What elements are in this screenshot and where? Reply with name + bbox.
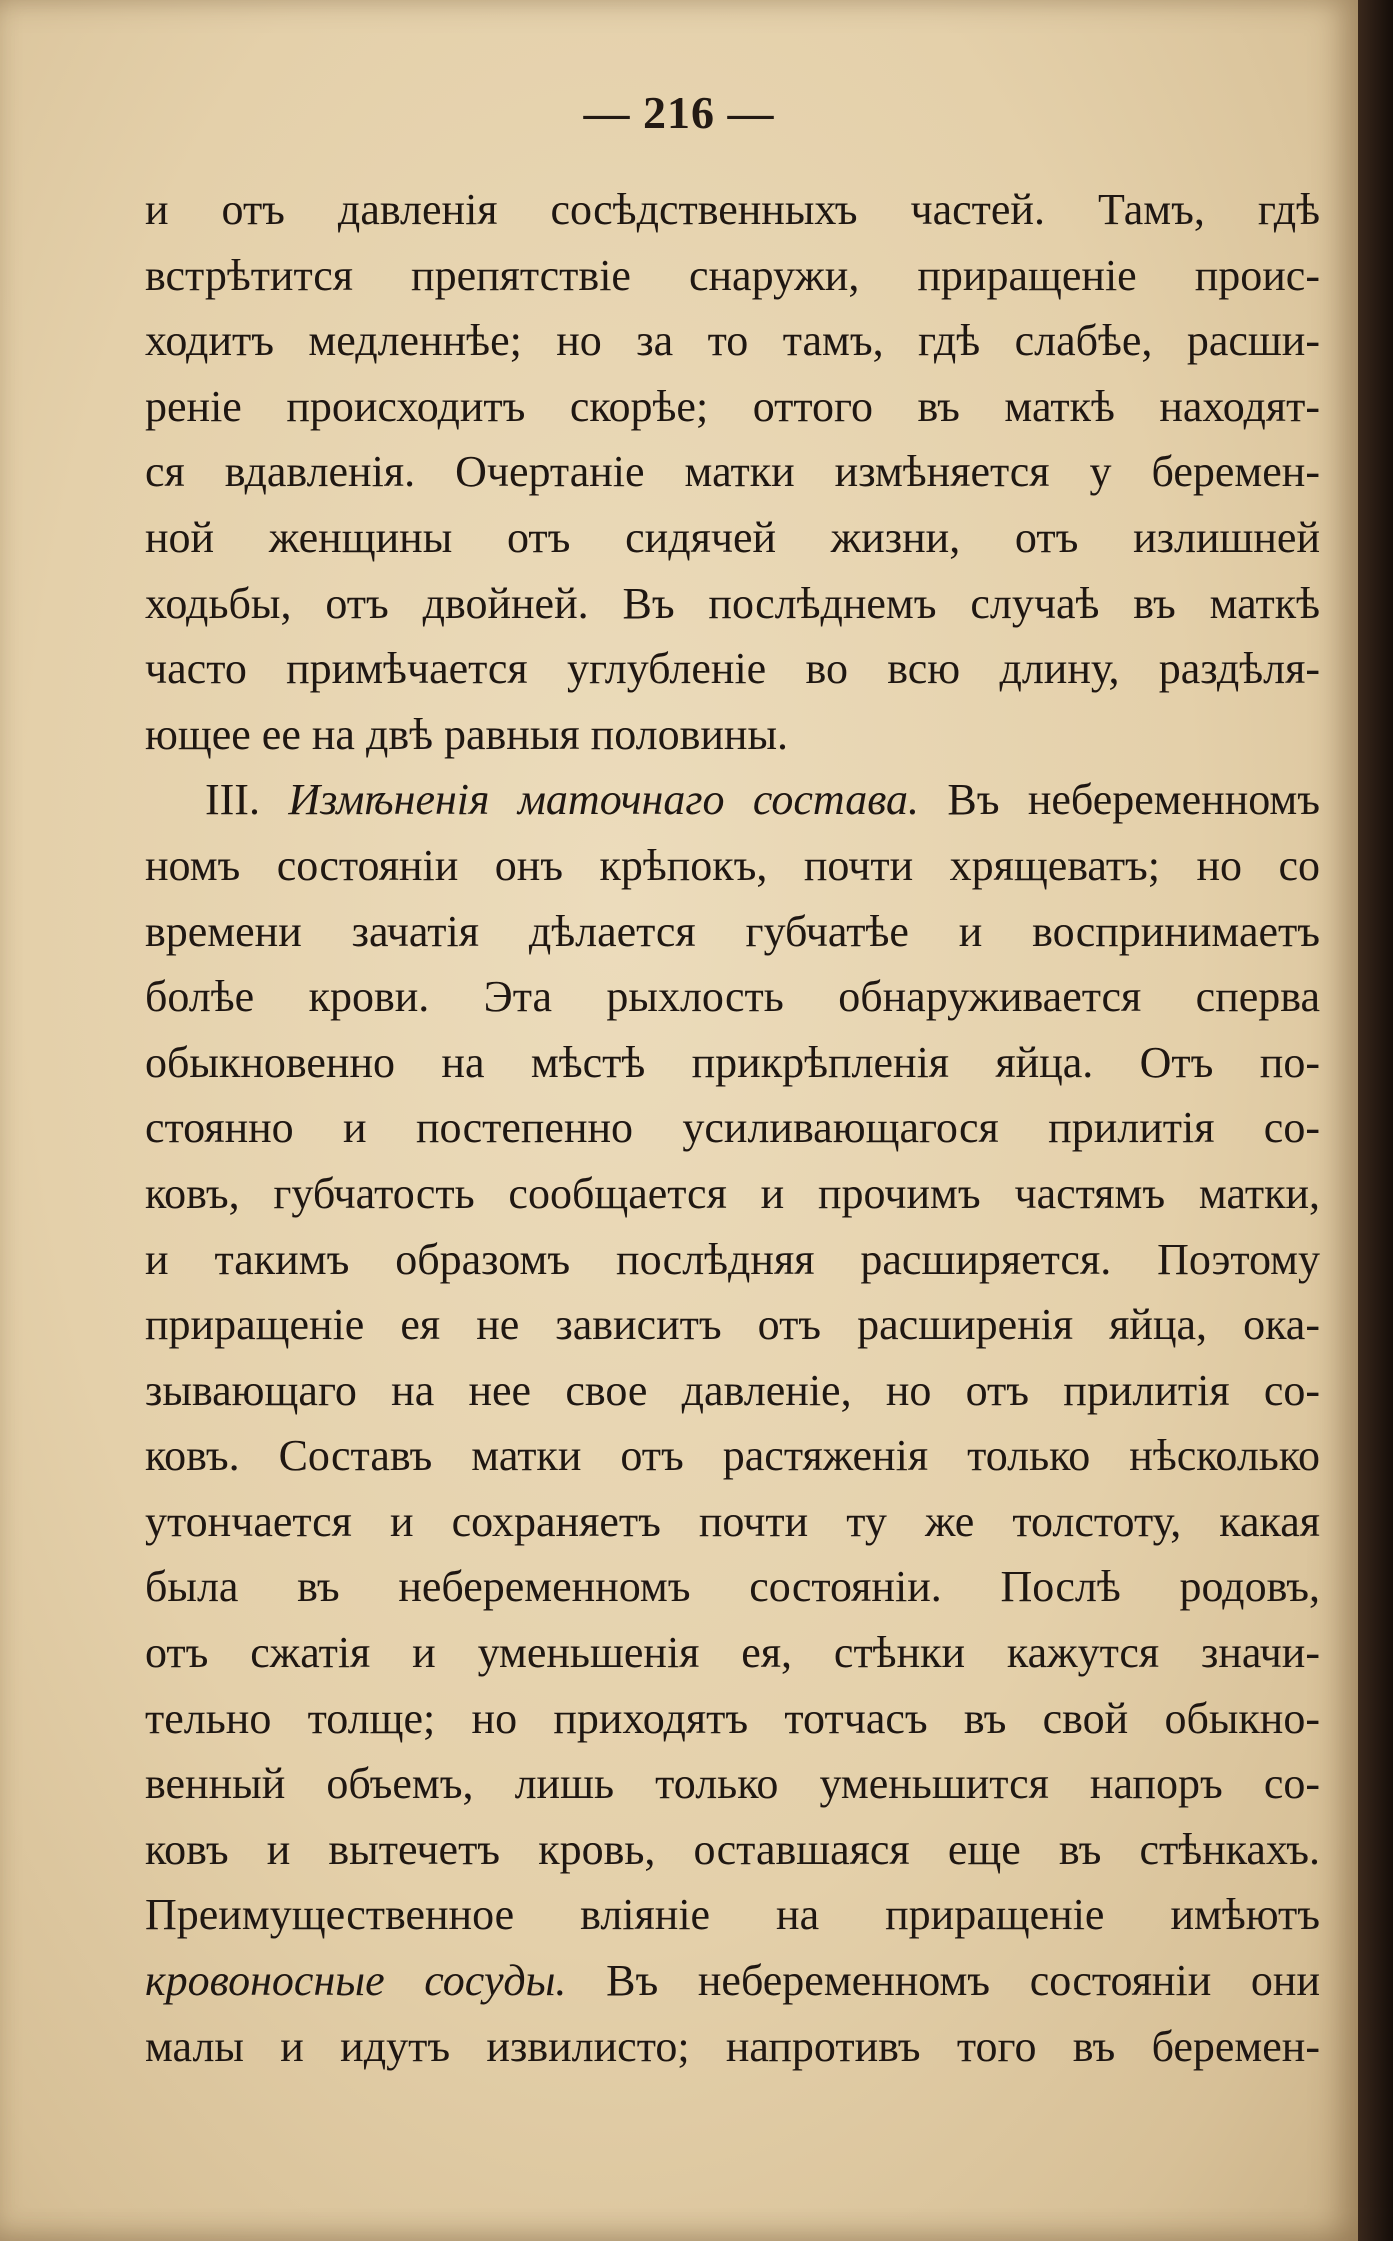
text-line: утончается и сохраняетъ почти ту же толстоту, какая — [145, 1496, 1320, 1546]
text-line: ковъ. Составъ матки отъ растяженія только нѣсколько — [145, 1431, 1320, 1481]
text-line: часто примѣчается углубленіе во всю длину, раздѣля- — [145, 644, 1320, 694]
text-line: тельно толще; но приходятъ тотчасъ въ свой обыкно- — [145, 1693, 1320, 1743]
text-line: венный объемъ, лишь только уменьшится напоръ со- — [145, 1759, 1320, 1809]
text-line: отъ сжатія и уменьшенія ея, стѣнки кажутся значи- — [145, 1628, 1320, 1678]
text-line: Преимущественное вліяніе на приращеніе имѣютъ — [145, 1890, 1320, 1940]
text-line: встрѣтится препятствіе снаружи, приращеніе проис- — [145, 250, 1320, 300]
text-line: и такимъ образомъ послѣдняя расширяется. Поэтому — [145, 1234, 1320, 1284]
text-line: ковъ и вытечетъ кровь, оставшаяся еще въ стѣнкахъ. — [145, 1824, 1320, 1874]
text-line: ходитъ медленнѣе; но за то тамъ, гдѣ слабѣе, расши- — [145, 316, 1320, 366]
text-line: стоянно и постепенно усиливающагося прилитія со- — [145, 1103, 1320, 1153]
text-line: времени зачатія дѣлается губчатѣе и воспринимаетъ — [145, 906, 1320, 956]
text-line: ной женщины отъ сидячей жизни, отъ излишней — [145, 512, 1320, 562]
text-line: ющее ее на двѣ равныя половины. — [145, 709, 789, 759]
text-line: номъ состояніи онъ крѣпокъ, почти хрящеватъ; но со — [145, 840, 1320, 890]
vessels-term: кровоносные сосуды. — [145, 1956, 567, 2006]
text-line: ходьбы, отъ двойней. Въ послѣднемъ случаѣ въ маткѣ — [145, 578, 1320, 628]
text-line: ся вдавленія. Очертаніе матки измѣняется у беремен- — [145, 447, 1320, 497]
section-text: Въ небеременномъ — [947, 775, 1320, 825]
text-line: болѣе крови. Эта рыхлость обнаруживается сперва — [145, 972, 1320, 1022]
page-number: — 216 — — [583, 87, 775, 138]
text-line: и отъ давленія сосѣдственныхъ частей. Тамъ, гдѣ — [145, 185, 1320, 234]
section-heading-line — [145, 767, 1320, 833]
text-line: реніе происходитъ скорѣе; оттого въ маткѣ находят- — [145, 381, 1320, 431]
text-line: зывающаго на нее свое давленіе, но отъ прилитія со- — [145, 1365, 1320, 1415]
page-edge-shadow — [1358, 0, 1393, 2241]
section-title: Измѣненія маточнаго состава. — [288, 775, 919, 825]
text-line: была въ небеременномъ состояніи. Послѣ родовъ, — [145, 1562, 1320, 1612]
text-line: малы и идутъ извилисто; напротивъ того въ беремен- — [145, 2021, 1320, 2071]
text-line — [145, 1948, 1320, 2014]
vessels-text: Въ небеременномъ состояніи они — [606, 1956, 1320, 2006]
text-line: приращеніе ея не зависитъ отъ расширенія яйца, ока- — [145, 1300, 1320, 1350]
text-line: ковъ, губчатость сообщается и прочимъ частямъ матки, — [145, 1168, 1320, 1218]
page-text — [145, 177, 1320, 2079]
text-line: обыкновенно на мѣстѣ прикрѣпленія яйца. Отъ по- — [145, 1037, 1320, 1087]
section-number: III. — [205, 775, 260, 825]
